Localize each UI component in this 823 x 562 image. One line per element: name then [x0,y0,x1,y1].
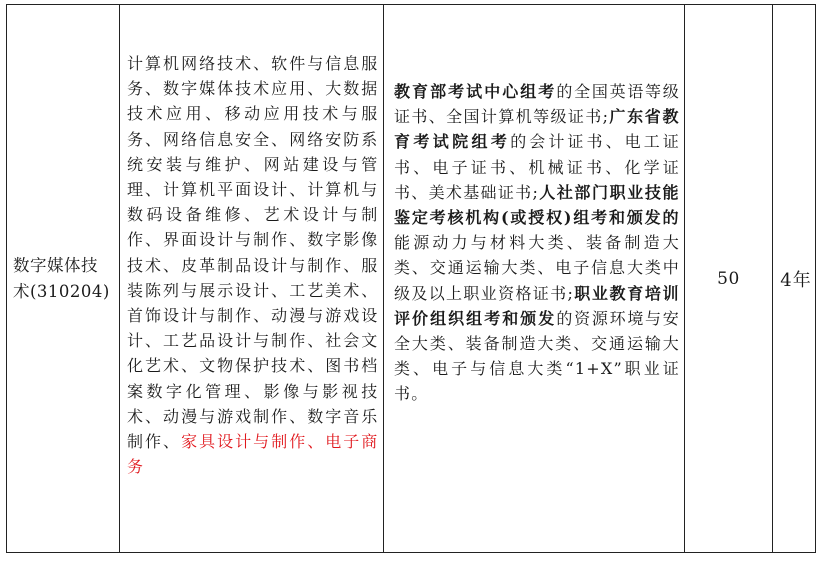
certificates-text [394,79,680,407]
cell-plan-count [685,5,773,552]
cell-major-name [7,5,120,552]
cell-certificates [384,5,685,552]
cell-duration [773,5,817,552]
cert-desc-2: 的会计证书、电工证书、电子证书、机械证书、化学证书、美术基础证书; [394,132,680,202]
aligned-majors-normal: 计算机网络技术、软件与信息服务、数字媒体技术应用、大数据技术应用、移动应用技术与服务、网络信息安全、网络安防系统安装与维护、网站建设与管理、计算机平面设计、计算机与数码设备维修、艺术设计与制作、界面设计与制作、数字影像技术、皮革制品设计与制作、服装陈列与展示设计、工艺美术、首饰设计与制作、动漫与游戏设计、工艺品设计与制作、社会文化艺术、文物保护技术、图书档案数字化管理、影像与影视技术、动漫与游戏制作、数字音乐制作、 [127,54,379,452]
cert-issuer-1: 教育部考试中心组考 [394,82,557,101]
cert-desc-1: 的全国英语等级证书、全国计算机等级证书; [394,82,680,127]
table [6,4,816,553]
cert-issuer-2: 广东省教育考试院组考 [394,107,680,152]
aligned-majors-highlight: 家具设计与制作、电子商务 [127,432,379,477]
cert-issuer-4: 职业教育培训评价组织组考和颁发 [394,283,680,328]
major-name: 数字媒体技术(310204) [13,255,110,301]
cert-desc-3: 能源动力与材料大类、装备制造大类、交通运输大类、电子信息大类中级及以上职业资格证书; [394,233,680,303]
duration: 4年 [780,269,812,291]
cert-desc-4: 的资源环境与安全大类、装备制造大类、交通运输大类、电子与信息大类“1+X”职业证书。 [394,308,680,404]
cell-aligned-majors [120,5,384,552]
plan-count: 50 [717,268,740,289]
aligned-majors-text [127,51,379,479]
cert-issuer-3: 人社部门职业技能鉴定考核机构(或授权)组考和颁发的 [394,182,680,228]
